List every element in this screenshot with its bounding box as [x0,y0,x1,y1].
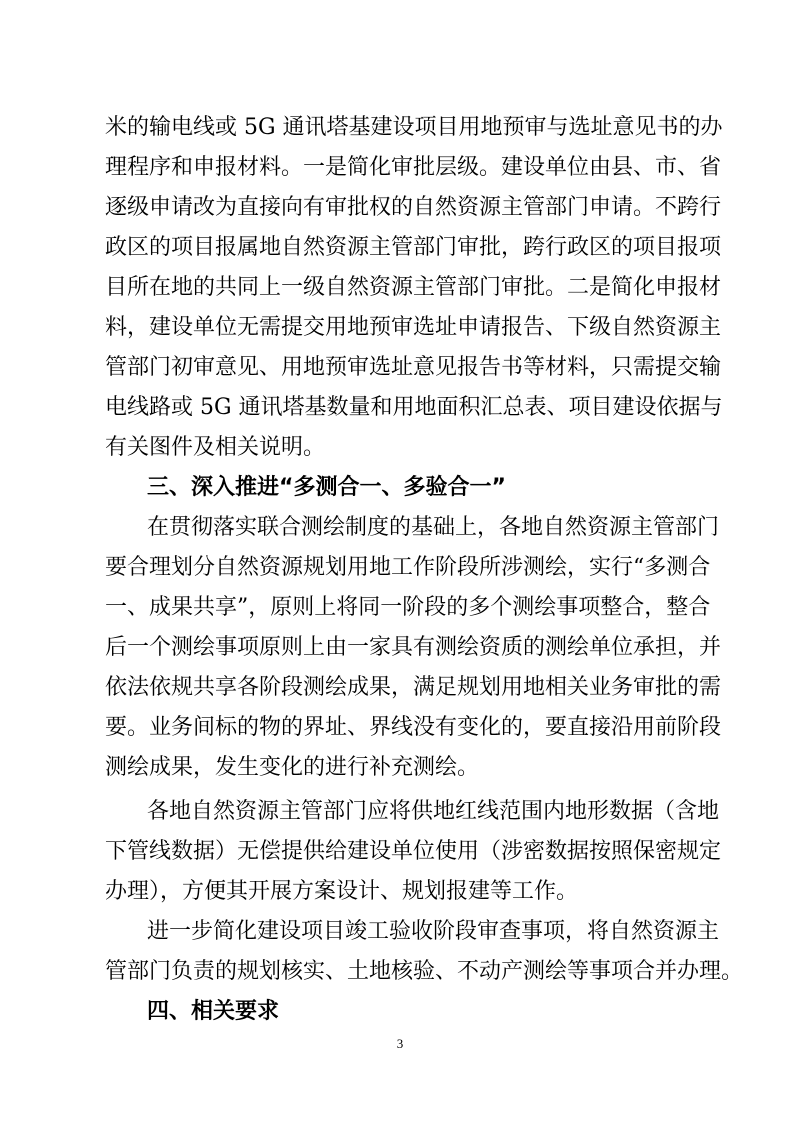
p4-l1: 进一步简化建设项目竣工验收阶段审查事项，将自然资源主 [147,919,720,944]
p3-l1: 各地自然资源主管部门应将供地红线范围内地形数据（含地 [147,799,720,824]
p2-l4: 后一个测绘事项原则上由一家具有测绘资质的测绘单位承担，并 [105,635,722,660]
page-number: 3 [396,1036,404,1051]
p1-l4: 政区的项目报属地自然资源主管部门审批，跨行政区的项目报项 [105,235,722,260]
p3-l2: 下管线数据）无偿提供给建设单位使用（涉密数据按照保密规定 [105,839,722,864]
p1-l2: 理程序和申报材料。一是简化审批层级。建设单位由县、市、省 [105,155,722,180]
p1-l3: 逐级申请改为直接向有审批权的自然资源主管部门申请。不跨行 [105,195,722,220]
p1-l1: 米的输电线或 5G 通讯塔基建设项目用地预审与选址意见书的办 [105,115,723,140]
p2-l3: 一、成果共享”，原则上将同一阶段的多个测绘事项整合，整合 [105,595,711,620]
p4-l2: 管部门负责的规划核实、土地核验、不动产测绘等事项合并办理。 [105,959,744,984]
p1-l6: 料，建设单位无需提交用地预审选址申请报告、下级自然资源主 [105,315,722,340]
p1-l8: 电线路或 5G 通讯塔基数量和用地面积汇总表、项目建设依据与 [105,395,723,420]
heading-4: 四、相关要求 [147,999,280,1024]
p1-l9: 有关图件及相关说明。 [105,435,326,460]
p2-l1: 在贯彻落实联合测绘制度的基础上，各地自然资源主管部门 [147,515,720,540]
p3-l3: 办理），方便其开展方案设计、规划报建等工作。 [105,879,579,904]
p1-l5: 目所在地的共同上一级自然资源主管部门审批。二是简化申报材 [105,275,722,300]
p2-l5: 依法依规共享各阶段测绘成果，满足规划用地相关业务审批的需 [105,675,722,700]
p2-l2: 要合理划分自然资源规划用地工作阶段所涉测绘，实行“多测合 [105,555,711,580]
p2-l7: 测绘成果，发生变化的进行补充测绘。 [105,755,480,780]
p1-l7: 管部门初审意见、用地预审选址意见报告书等材料，只需提交输 [105,355,722,380]
p2-l6: 要。业务间标的物的界址、界线没有变化的，要直接沿用前阶段 [105,715,722,740]
heading-3: 三、深入推进“多测合一、多验合一” [147,475,506,500]
